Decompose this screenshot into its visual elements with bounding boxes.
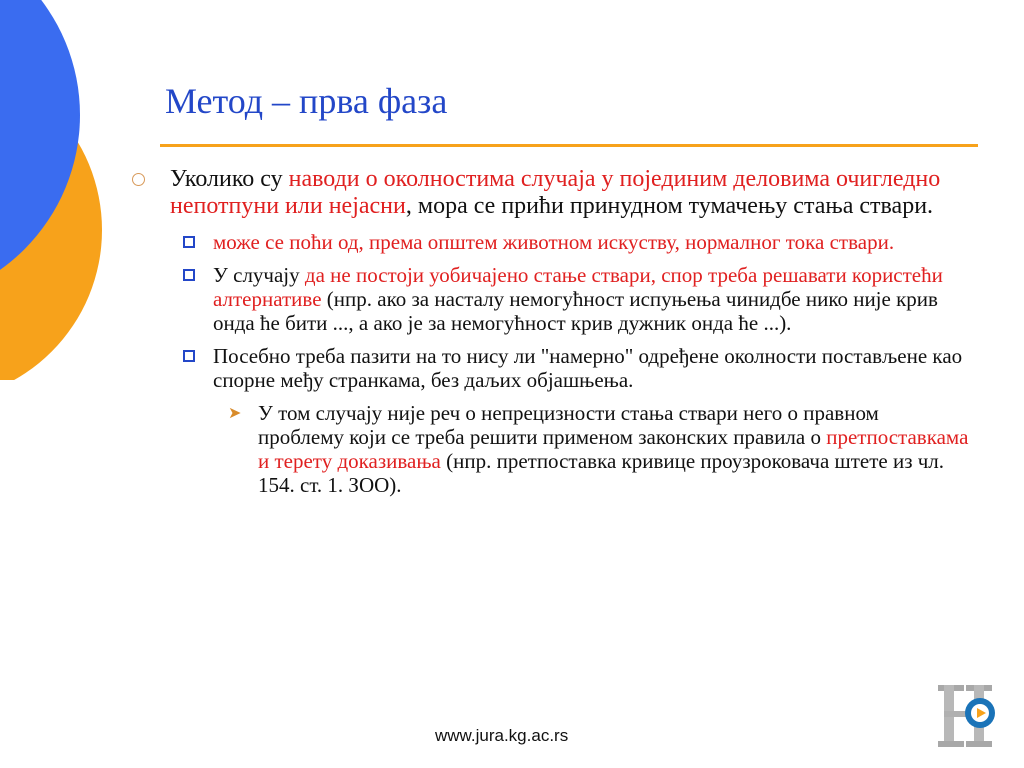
square-bullet-icon bbox=[183, 236, 195, 248]
bullet-text: , мора се прићи принудном тумачењу стања ствари. bbox=[405, 193, 934, 219]
bullet-highlight: да не постоји уобичајено стање ствари, спор треба решавати користећи алтернативе bbox=[213, 263, 943, 311]
slide-title: Метод – прва фаза bbox=[165, 81, 448, 121]
bullet-text: У случају bbox=[213, 263, 305, 287]
bullet-level2 bbox=[130, 263, 970, 335]
bullet-text: У том случају није реч о непрецизности стања ствари него о правном проблему који се треба решити применом законских правила о bbox=[258, 401, 879, 449]
bullet-highlight: претпоставкама и терету доказивања bbox=[258, 425, 969, 473]
bullet-highlight: наводи о околностима случаја у појединим деловима очигледно непотпуни или нејасни bbox=[170, 166, 941, 219]
bullet-level2 bbox=[130, 230, 970, 254]
bullet-text: (нпр. ако за насталу немогућност испуњења чинидбе нико није крив онда ће бити ..., а ако је за немогућност крив дужник онда ће ...). bbox=[213, 287, 938, 335]
slide-content bbox=[130, 166, 970, 505]
bullet-text: . bbox=[888, 230, 895, 254]
bullet-level2 bbox=[130, 344, 970, 392]
bullet-text: Уколико су bbox=[170, 166, 289, 192]
title-divider bbox=[160, 144, 978, 147]
square-bullet-icon bbox=[183, 350, 195, 362]
bullet-text: Посебно треба пазити на то нису ли "намерно" одређене околности постављене као спорне међу странкама, без даљих објашњења. bbox=[213, 344, 963, 392]
faculty-logo-icon bbox=[936, 683, 1004, 749]
bullet-level1 bbox=[130, 166, 970, 220]
bullet-text: (нпр. претпоставка кривице проузроковача штете из чл. 154. ст. 1. ЗОО). bbox=[258, 449, 945, 497]
decorative-circles bbox=[0, 0, 110, 380]
circle-bullet-icon bbox=[132, 173, 145, 186]
arrow-bullet-icon: ➤ bbox=[228, 403, 242, 422]
bullet-level3 bbox=[130, 401, 970, 497]
square-bullet-icon bbox=[183, 269, 195, 281]
footer-url: www.jura.kg.ac.rs bbox=[435, 726, 569, 745]
bullet-highlight: може се поћи од, према општем животном искуству, нормалног тока ствари bbox=[213, 230, 889, 254]
